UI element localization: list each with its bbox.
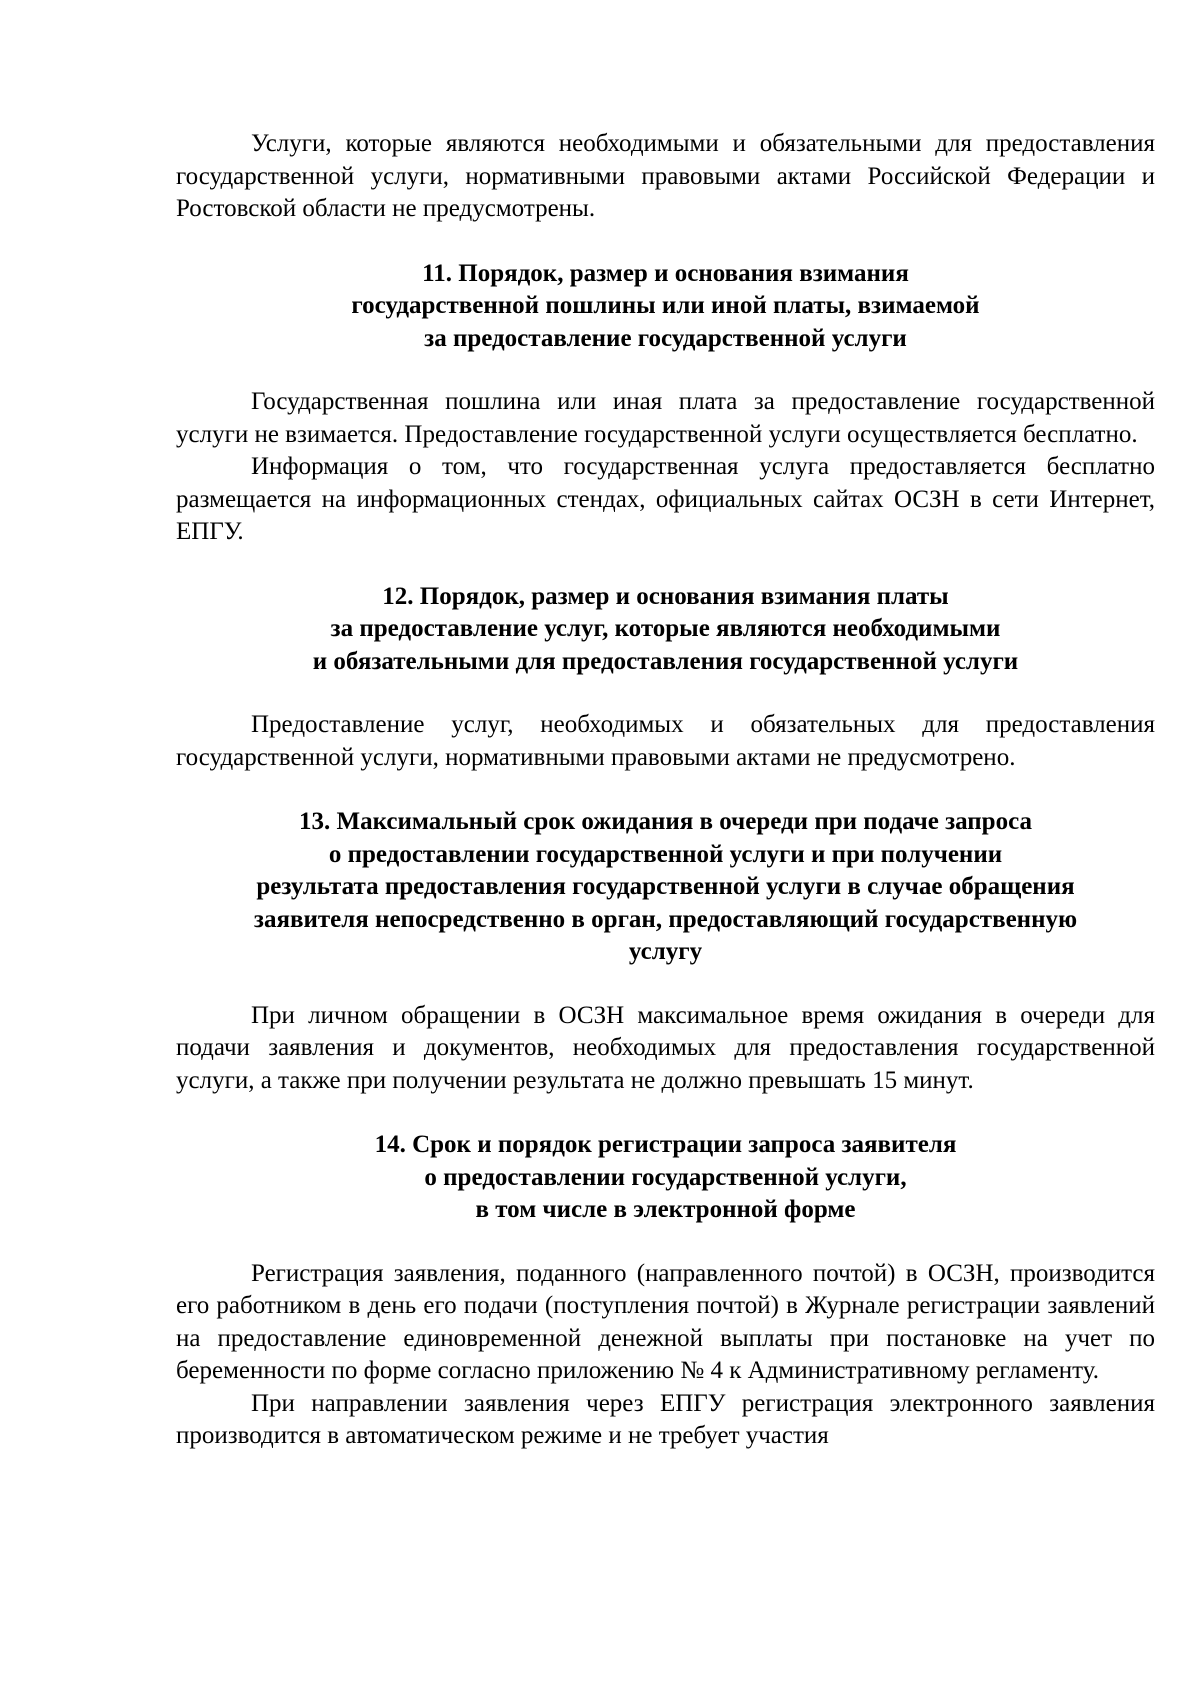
section-14-paragraph: При направлении заявления через ЕПГУ регистрация электронного заявления производится в автоматическом режиме и не требует участия bbox=[176, 1389, 1155, 1449]
section-12-heading-line: 12. Порядок, размер и основания взимания платы bbox=[382, 582, 949, 610]
section-11-paragraph: Государственная пошлина или иная плата за предоставление государственной услуги не взимается. Предоставление государственной услуги осуществляется бесплатно. bbox=[176, 388, 1155, 448]
section-14-heading-line: о предоставлении государственной услуги, bbox=[424, 1163, 907, 1191]
section-14-heading bbox=[176, 1129, 1155, 1227]
intro-paragraph: Услуги, которые являются необходимыми и обязательными для предоставления государственной услуги, нормативными правовыми актами Российской Федерации и Ростовской области не предусмотрены. bbox=[176, 130, 1155, 222]
section-11-heading-line: государственной пошлины или иной платы, взимаемой bbox=[351, 292, 980, 319]
section-13-heading-line: о предоставлении государственной услуги и при получении bbox=[328, 840, 1003, 868]
section-12-paragraph: Предоставление услуг, необходимых и обязательных для предоставления государственной услуги, нормативными правовыми актами не предусмотрено. bbox=[176, 711, 1155, 771]
section-13-heading-line: 13. Максимальный срок ожидания в очереди при подаче запроса bbox=[298, 808, 1032, 835]
section-11-heading-line: за предоставление государственной услуги bbox=[424, 324, 907, 352]
section-14-paragraph: Регистрация заявления, поданного (направленного почтой) в ОСЗН, производится его работником в день его подачи (поступления почтой) в Журнале регистрации заявлений на предоставление единовременной денежной выплаты при постановке на учет по беременности по форме согласно приложению № 4 к Административному регламенту. bbox=[176, 1259, 1155, 1384]
section-13-heading-line: результата предоставления государственной услуги в случае обращения bbox=[256, 873, 1075, 900]
section-14-heading-line: в том числе в электронной форме bbox=[475, 1196, 856, 1223]
document-content bbox=[176, 128, 1155, 1453]
section-13-paragraph: При личном обращении в ОСЗН максимальное время ожидания в очереди для подачи заявления и документов, необходимых для предоставления государственной услуги, а также при получении результата не должно превышать 15 минут. bbox=[176, 1001, 1155, 1094]
section-14-heading-line: 14. Срок и порядок регистрации запроса заявителя bbox=[374, 1131, 957, 1158]
section-13-heading-line: заявителя непосредственно в орган, предоставляющий государственную bbox=[253, 905, 1078, 933]
section-11-heading-line: 11. Порядок, размер и основания взимания bbox=[422, 259, 909, 287]
section-12-heading-line: за предоставление услуг, которые являются необходимыми bbox=[330, 615, 1001, 642]
section-11-heading bbox=[176, 258, 1155, 356]
section-12-heading-line: и обязательными для предоставления государственной услуги bbox=[312, 647, 1019, 675]
section-13-heading bbox=[176, 806, 1155, 969]
section-13-heading-line: услугу bbox=[628, 938, 703, 965]
section-11-paragraph: Информация о том, что государственная услуга предоставляется бесплатно размещается на информационных стендах, официальных сайтах ОСЗН в сети Интернет, ЕПГУ. bbox=[176, 453, 1155, 545]
section-12-heading bbox=[176, 581, 1155, 679]
